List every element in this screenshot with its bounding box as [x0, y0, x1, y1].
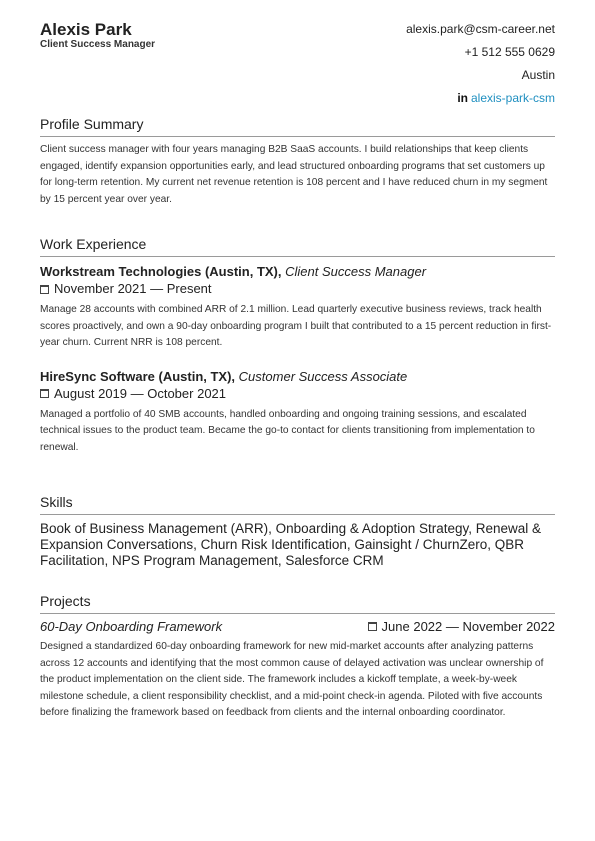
project-heading — [40, 619, 555, 634]
location-text: Austin — [521, 68, 555, 82]
skills-section — [40, 494, 555, 569]
calendar-icon — [40, 285, 49, 294]
projects-section — [40, 593, 555, 722]
profile-text: Client success manager with four years managing B2B SaaS accounts. I build relationships that keep clients engaged, identify expansion opportunities early, and lead structured onboarding programs that set customers up for long-term retention. My current net revenue retention is 108 percent and I have reduced churn in my segment by 15 percent year over year. — [40, 144, 548, 205]
job-dates-text: August 2019 — October 2021 — [54, 385, 227, 401]
job-company: Workstream Technologies (Austin, TX), — [40, 264, 282, 279]
job-position: Customer Success Associate — [238, 368, 408, 384]
skills-list: Book of Business Management (ARR), Onboarding & Adoption Strategy, Renewal & Expansion Conversations, Churn Risk Identification, Gainsight / ChurnZero, QBR Facilitation, NPS Program Management, Salesforce CRM — [40, 521, 542, 568]
job-heading — [40, 263, 555, 280]
section-title-projects: Projects — [40, 593, 555, 614]
project-dates-text: June 2022 — November 2022 — [381, 619, 555, 634]
job-dates — [40, 280, 555, 298]
email-text: alexis.park@csm-career.net — [406, 22, 555, 36]
job-entry — [40, 263, 555, 352]
job-dates — [40, 385, 555, 403]
linkedin-row — [406, 89, 555, 112]
project-description: Designed a standardized 60-day onboarding framework for new mid-market accounts after analyzing patterns across 12 accounts and identifying that the most common cause of delayed activation was unclear ownership of the product implementation on the client side. The framework includes a kickoff template, a week-by-week milestone schedule, a client responsibility checklist, and a mid-point check-in agenda. Piloted with five accounts before finalizing the framework based on feedback from clients and the internal onboarding coordinator. — [40, 641, 544, 718]
contact-block — [406, 20, 555, 112]
resume-header — [40, 20, 555, 115]
calendar-icon — [40, 389, 49, 398]
linkedin-link[interactable]: alexis-park-csm — [470, 91, 555, 105]
candidate-name: Alexis Park — [40, 20, 132, 39]
section-title-profile: Profile Summary — [40, 116, 555, 137]
work-section — [40, 236, 555, 456]
job-dates-text: November 2021 — Present — [54, 281, 212, 296]
project-dates — [368, 619, 555, 634]
job-company: HireSync Software (Austin, TX), — [40, 368, 236, 384]
profile-section — [40, 116, 555, 208]
project-name: 60-Day Onboarding Framework — [40, 619, 223, 634]
phone-text: +1 512 555 0629 — [464, 45, 555, 59]
job-description: Managed a portfolio of 40 SMB accounts, handled onboarding and ongoing training sessions, and escalated technical issues to the product team. Became the go-to contact for clients transitioning from implementation to renewal. — [40, 408, 535, 453]
job-entry — [40, 368, 555, 457]
section-title-skills: Skills — [40, 494, 555, 515]
calendar-icon — [368, 622, 377, 631]
candidate-role: Client Success Manager — [40, 39, 156, 50]
job-position: Client Success Manager — [285, 264, 427, 279]
section-title-work: Work Experience — [40, 236, 555, 257]
job-heading — [40, 368, 555, 385]
linkedin-icon: in — [457, 91, 468, 105]
job-description: Manage 28 accounts with combined ARR of 2.1 million. Lead quarterly executive business reviews, track health scores proactively, and own a 90-day onboarding program I built that contributed to a 15 percent reduction in first-year churn. Current NRR is 108 percent. — [40, 304, 552, 348]
